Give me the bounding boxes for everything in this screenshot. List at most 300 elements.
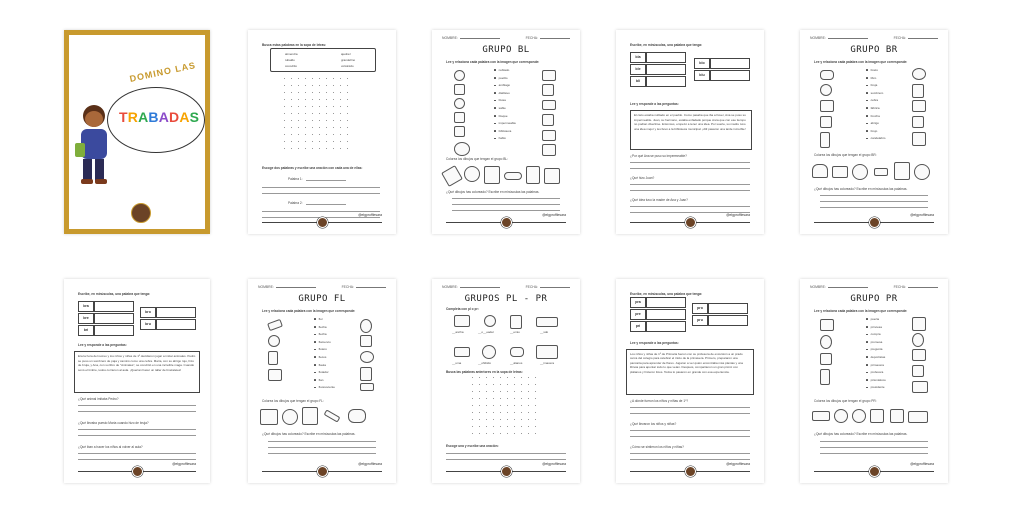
worksheet-bl-reading[interactable] <box>616 30 764 234</box>
grid-letter[interactable] <box>521 419 522 420</box>
grid-letter[interactable] <box>507 433 508 434</box>
grid-letter[interactable] <box>528 426 529 427</box>
grid-letter[interactable] <box>291 78 292 79</box>
grid-letter[interactable] <box>305 120 306 121</box>
grid-letter[interactable] <box>298 78 299 79</box>
syllable-answer-box[interactable] <box>156 307 196 318</box>
grid-letter[interactable] <box>479 426 480 427</box>
nombre-label: NOMBRE: <box>810 285 826 289</box>
syllable-label: blo <box>694 58 710 69</box>
grid-letter[interactable] <box>312 85 313 86</box>
grid-letter[interactable] <box>312 92 313 93</box>
syllable-answer-box[interactable] <box>646 52 686 63</box>
page-footer <box>630 213 750 227</box>
author-avatar <box>685 217 696 228</box>
grid-letter[interactable] <box>319 99 320 100</box>
grid-letter[interactable] <box>333 92 334 93</box>
match-word: impermeable <box>494 121 516 125</box>
grid-letter[interactable] <box>340 120 341 121</box>
grid-letter[interactable] <box>326 106 327 107</box>
grid-letter[interactable] <box>333 106 334 107</box>
coloring-pictures <box>812 160 936 182</box>
grid-letter[interactable] <box>493 412 494 413</box>
grid-letter[interactable] <box>500 419 501 420</box>
grid-letter[interactable] <box>326 92 327 93</box>
syllable-row <box>140 319 198 329</box>
palabra-1-label: Palabra 1: <box>288 177 303 181</box>
author-handle: @elgprofflesara <box>172 462 196 466</box>
syllable-answer-box[interactable] <box>710 58 750 69</box>
grid-letter[interactable] <box>305 148 306 149</box>
grid-letter[interactable] <box>319 120 320 121</box>
grid-letter[interactable] <box>514 391 515 392</box>
worksheet-grupo-br[interactable] <box>800 30 948 234</box>
match-word: brazo <box>866 68 878 72</box>
worksheet-br-reading[interactable] <box>64 279 210 483</box>
grid-letter[interactable] <box>333 148 334 149</box>
grid-letter[interactable] <box>291 141 292 142</box>
grid-letter[interactable] <box>472 405 473 406</box>
match-word: abrigo <box>866 121 879 125</box>
grid-letter[interactable] <box>493 426 494 427</box>
grid-letter[interactable] <box>521 384 522 385</box>
syllable-answer-box[interactable] <box>710 70 750 81</box>
grid-letter[interactable] <box>326 85 327 86</box>
grid-letter[interactable] <box>284 120 285 121</box>
grid-letter[interactable] <box>479 433 480 434</box>
grid-letter[interactable] <box>291 127 292 128</box>
grid-letter[interactable] <box>284 106 285 107</box>
grid-letter[interactable] <box>312 78 313 79</box>
grid-letter[interactable] <box>528 384 529 385</box>
grid-letter[interactable] <box>326 148 327 149</box>
grid-letter[interactable] <box>319 134 320 135</box>
syllable-row <box>78 325 136 335</box>
grid-letter[interactable] <box>298 99 299 100</box>
worksheet-word-search[interactable] <box>248 30 396 234</box>
fill-word[interactable]: __ohibido <box>478 361 492 365</box>
grid-letter[interactable] <box>507 391 508 392</box>
grid-letter[interactable] <box>486 405 487 406</box>
grid-letter[interactable] <box>507 398 508 399</box>
grid-letter[interactable] <box>486 377 487 378</box>
fill-word[interactable]: __sdo <box>540 330 549 334</box>
escribe-instruction: Escribe, en minúsculas, una palabra que tenga: <box>630 292 703 296</box>
grid-letter[interactable] <box>347 120 348 121</box>
grid-letter[interactable] <box>493 398 494 399</box>
match-word: pregunta <box>866 347 882 351</box>
grid-letter[interactable] <box>333 120 334 121</box>
grid-letter[interactable] <box>340 85 341 86</box>
grid-letter[interactable] <box>486 391 487 392</box>
grid-letter[interactable] <box>535 405 536 406</box>
grid-letter[interactable] <box>333 85 334 86</box>
grid-letter[interactable] <box>472 398 473 399</box>
grid-letter[interactable] <box>493 391 494 392</box>
grid-letter[interactable] <box>319 141 320 142</box>
grid-letter[interactable] <box>340 106 341 107</box>
grid-letter[interactable] <box>319 113 320 114</box>
match-word: compra <box>866 332 881 336</box>
page-footer <box>78 462 196 476</box>
grid-letter[interactable] <box>472 412 473 413</box>
grid-letter[interactable] <box>340 99 341 100</box>
grid-letter[interactable] <box>486 426 487 427</box>
match-word: flauta <box>314 363 326 367</box>
syllable-answer-box[interactable] <box>156 319 196 330</box>
fill-word[interactable]: __o__eader <box>478 330 495 334</box>
grid-letter[interactable] <box>493 405 494 406</box>
grid-letter[interactable] <box>514 426 515 427</box>
syllable-answer-box[interactable] <box>94 313 134 324</box>
grid-letter[interactable] <box>486 384 487 385</box>
grid-letter[interactable] <box>535 433 536 434</box>
grid-letter[interactable] <box>291 148 292 149</box>
grid-letter[interactable] <box>340 134 341 135</box>
grid-letter[interactable] <box>521 391 522 392</box>
match-word: flecha <box>314 325 327 329</box>
match-word: hablo <box>494 136 506 140</box>
grid-letter[interactable] <box>298 148 299 149</box>
word-item: cocodrilo <box>285 64 298 68</box>
cover-page[interactable] <box>64 30 210 234</box>
nombre-label: NOMBRE: <box>258 285 274 289</box>
syllable-row <box>692 315 750 325</box>
grid-letter[interactable] <box>333 134 334 135</box>
grid-letter[interactable] <box>347 99 348 100</box>
fill-word[interactable]: __átanos <box>510 361 523 365</box>
grid-letter[interactable] <box>514 398 515 399</box>
grid-letter[interactable] <box>333 99 334 100</box>
grid-letter[interactable] <box>472 377 473 378</box>
grid-letter[interactable] <box>284 127 285 128</box>
syllable-answer-box[interactable] <box>646 321 686 332</box>
grid-letter[interactable] <box>305 134 306 135</box>
syllable-answer-box[interactable] <box>708 303 748 314</box>
reading-text: El cielo estaba nublado en el pueblo. Como pasaba que iba a llover, Ana se puso su impermeable. Juan, su hermano, estaba enfadado porque creía que con ese tiempo no podían divertirse. Entonces, empezó a tener una idea. Por suerte, su madre tuvo una idea mejor y les llevó a la biblioteca municipal. ¡Allí pasaron una tarde increíble! <box>634 113 746 131</box>
worksheet-grupos-pl-pr[interactable] <box>432 279 580 483</box>
page-title: GRUPOS PL - PR <box>464 294 548 304</box>
match-word: promesa <box>866 340 882 344</box>
worksheet-pr-reading[interactable] <box>616 279 764 483</box>
grid-letter[interactable] <box>291 99 292 100</box>
page-footer <box>630 462 750 476</box>
grid-letter[interactable] <box>479 384 480 385</box>
fill-word[interactable]: __imavera <box>540 361 555 365</box>
grid-letter[interactable] <box>521 433 522 434</box>
grid-letter[interactable] <box>291 92 292 93</box>
grid-letter[interactable] <box>486 419 487 420</box>
grid-letter[interactable] <box>500 405 501 406</box>
grid-letter[interactable] <box>347 106 348 107</box>
author-handle: @elgprofflesara <box>542 213 566 217</box>
letter-grid <box>284 78 354 155</box>
question-2: ¿Qué llevaba puesto María cuando hizo de bruja? <box>78 421 149 425</box>
grid-letter[interactable] <box>333 141 334 142</box>
grid-letter[interactable] <box>305 92 306 93</box>
grid-letter[interactable] <box>333 78 334 79</box>
grid-letter[interactable] <box>514 405 515 406</box>
grid-letter[interactable] <box>500 433 501 434</box>
grid-letter[interactable] <box>528 405 529 406</box>
completa-instruction: Completa con pl o pr: <box>446 307 479 311</box>
match-word: flor <box>314 317 323 321</box>
grid-letter[interactable] <box>326 113 327 114</box>
syllable-answer-box[interactable] <box>646 309 686 320</box>
grid-letter[interactable] <box>284 113 285 114</box>
colorea-instruction: Colorea los dibujos que tengan el grupo BL: <box>446 157 509 161</box>
syllable-answer-box[interactable] <box>708 315 748 326</box>
grid-letter[interactable] <box>521 405 522 406</box>
grid-letter[interactable] <box>535 426 536 427</box>
grid-letter[interactable] <box>479 377 480 378</box>
grid-letter[interactable] <box>291 113 292 114</box>
grid-letter[interactable] <box>326 78 327 79</box>
syllable-label: bru <box>140 319 156 330</box>
grid-letter[interactable] <box>347 78 348 79</box>
grid-letter[interactable] <box>493 433 494 434</box>
match-word: flotero <box>314 347 327 351</box>
grid-letter[interactable] <box>479 405 480 406</box>
question-1: ¿Por qué Ana se puso su impermeable? <box>630 154 687 158</box>
grid-letter[interactable] <box>486 398 487 399</box>
grid-letter[interactable] <box>291 106 292 107</box>
grid-letter[interactable] <box>347 127 348 128</box>
grid-letter[interactable] <box>514 419 515 420</box>
grid-letter[interactable] <box>347 113 348 114</box>
syllable-label: pre <box>630 309 646 320</box>
grid-letter[interactable] <box>298 127 299 128</box>
grid-letter[interactable] <box>500 391 501 392</box>
grid-letter[interactable] <box>347 92 348 93</box>
grid-letter[interactable] <box>340 78 341 79</box>
grid-letter[interactable] <box>284 99 285 100</box>
syllable-answer-box[interactable] <box>94 325 134 336</box>
letter-grid <box>472 377 542 440</box>
word-item: ajedrez <box>341 52 351 56</box>
grid-letter[interactable] <box>312 113 313 114</box>
grid-letter[interactable] <box>340 92 341 93</box>
grid-letter[interactable] <box>312 134 313 135</box>
grid-letter[interactable] <box>507 426 508 427</box>
grid-letter[interactable] <box>305 78 306 79</box>
match-word: candelabro <box>866 136 885 140</box>
worksheet-grupo-fl[interactable] <box>248 279 396 483</box>
grid-letter[interactable] <box>528 377 529 378</box>
fecha-label: FECHA: <box>341 285 354 289</box>
grid-letter[interactable] <box>486 433 487 434</box>
cover-title-letter: T <box>119 109 128 125</box>
grid-letter[interactable] <box>347 141 348 142</box>
syllable-answer-box[interactable] <box>646 76 686 87</box>
grid-letter[interactable] <box>284 85 285 86</box>
palabra-2-label: Palabra 2: <box>288 201 303 205</box>
pictures-row-1 <box>452 313 564 329</box>
grid-letter[interactable] <box>472 384 473 385</box>
grid-letter[interactable] <box>472 419 473 420</box>
reading-text-box <box>630 110 752 150</box>
grid-letter[interactable] <box>535 377 536 378</box>
grid-letter[interactable] <box>340 148 341 149</box>
page-footer <box>262 462 382 476</box>
grid-letter[interactable] <box>340 113 341 114</box>
page-footer <box>262 213 382 227</box>
grid-letter[interactable] <box>347 148 348 149</box>
grid-letter[interactable] <box>333 127 334 128</box>
grid-letter[interactable] <box>500 412 501 413</box>
grid-letter[interactable] <box>479 398 480 399</box>
match-word: profesora <box>866 370 883 374</box>
grid-letter[interactable] <box>298 113 299 114</box>
grid-letter[interactable] <box>312 148 313 149</box>
grid-letter[interactable] <box>305 99 306 100</box>
syllable-answer-box[interactable] <box>646 297 686 308</box>
question-3: ¿Qué idea tuvo la madre de Ana y Juan? <box>630 198 688 202</box>
grid-letter[interactable] <box>312 127 313 128</box>
grid-letter[interactable] <box>528 433 529 434</box>
grid-letter[interactable] <box>521 426 522 427</box>
grid-letter[interactable] <box>291 120 292 121</box>
grid-letter[interactable] <box>535 398 536 399</box>
grid-letter[interactable] <box>528 391 529 392</box>
grid-letter[interactable] <box>284 148 285 149</box>
grid-letter[interactable] <box>319 85 320 86</box>
grid-letter[interactable] <box>298 92 299 93</box>
grid-letter[interactable] <box>514 384 515 385</box>
worksheet-grupo-pr[interactable] <box>800 279 948 483</box>
grid-letter[interactable] <box>507 405 508 406</box>
grid-letter[interactable] <box>528 412 529 413</box>
grid-letter[interactable] <box>319 148 320 149</box>
grid-letter[interactable] <box>284 141 285 142</box>
grid-letter[interactable] <box>500 398 501 399</box>
grid-letter[interactable] <box>319 127 320 128</box>
grid-letter[interactable] <box>312 141 313 142</box>
grid-letter[interactable] <box>500 426 501 427</box>
grid-letter[interactable] <box>319 78 320 79</box>
grid-letter[interactable] <box>305 127 306 128</box>
grid-letter[interactable] <box>514 377 515 378</box>
grid-letter[interactable] <box>493 377 494 378</box>
grid-letter[interactable] <box>312 120 313 121</box>
grid-letter[interactable] <box>326 141 327 142</box>
grid-letter[interactable] <box>298 106 299 107</box>
grid-letter[interactable] <box>305 106 306 107</box>
grid-letter[interactable] <box>319 92 320 93</box>
grid-letter[interactable] <box>312 106 313 107</box>
grid-letter[interactable] <box>305 141 306 142</box>
fill-word[interactable]: __uma <box>452 361 462 365</box>
escribe-instruction: Escribe, en minúsculas, una palabra que tenga: <box>630 43 703 47</box>
grid-letter[interactable] <box>298 120 299 121</box>
escribe-instruction: Escribe, en minúsculas, una palabra que tenga: <box>78 292 151 296</box>
grid-letter[interactable] <box>284 134 285 135</box>
match-word: pueblo <box>494 76 508 80</box>
grid-letter[interactable] <box>319 106 320 107</box>
grid-letter[interactable] <box>507 377 508 378</box>
grid-letter[interactable] <box>479 412 480 413</box>
grid-letter[interactable] <box>326 127 327 128</box>
grid-letter[interactable] <box>291 85 292 86</box>
grid-letter[interactable] <box>493 384 494 385</box>
grid-letter[interactable] <box>326 134 327 135</box>
grid-letter[interactable] <box>479 391 480 392</box>
grid-letter[interactable] <box>528 398 529 399</box>
grid-letter[interactable] <box>312 99 313 100</box>
syllable-label: bro <box>140 307 156 318</box>
grid-letter[interactable] <box>340 127 341 128</box>
grid-letter[interactable] <box>472 426 473 427</box>
grid-letter[interactable] <box>535 384 536 385</box>
grid-letter[interactable] <box>507 419 508 420</box>
grid-letter[interactable] <box>291 134 292 135</box>
grid-letter[interactable] <box>535 412 536 413</box>
grid-letter[interactable] <box>500 377 501 378</box>
nombre-label: NOMBRE: <box>442 285 458 289</box>
match-word: flamenco <box>314 340 331 344</box>
cover-title-top: DOMINO LAS <box>128 60 197 84</box>
que-instruction: ¿Qué dibujos has coloreado? Escribe en minúsculas las palabras. <box>814 187 908 191</box>
worksheet-grupo-bl[interactable] <box>432 30 580 234</box>
grid-letter[interactable] <box>333 113 334 114</box>
grid-letter[interactable] <box>535 391 536 392</box>
match-word: libro <box>866 76 876 80</box>
grid-letter[interactable] <box>298 141 299 142</box>
grid-letter[interactable] <box>500 384 501 385</box>
grid-letter[interactable] <box>514 433 515 434</box>
fill-word[interactable]: __ancha <box>452 330 464 334</box>
grid-letter[interactable] <box>514 412 515 413</box>
busca-instruction: Busca estas palabras en la sopa de letras: <box>262 43 327 47</box>
syllable-label: bri <box>78 325 94 336</box>
page-footer <box>814 462 934 476</box>
grid-letter[interactable] <box>521 398 522 399</box>
grid-letter[interactable] <box>284 78 285 79</box>
grid-letter[interactable] <box>535 419 536 420</box>
grid-letter[interactable] <box>347 85 348 86</box>
grid-letter[interactable] <box>486 412 487 413</box>
grid-letter[interactable] <box>472 433 473 434</box>
grid-letter[interactable] <box>305 113 306 114</box>
syllable-answer-box[interactable] <box>646 64 686 75</box>
grid-letter[interactable] <box>521 412 522 413</box>
grid-letter[interactable] <box>340 141 341 142</box>
grid-letter[interactable] <box>284 92 285 93</box>
grid-letter[interactable] <box>298 85 299 86</box>
grid-letter[interactable] <box>305 85 306 86</box>
grid-letter[interactable] <box>493 419 494 420</box>
grid-letter[interactable] <box>507 412 508 413</box>
grid-letter[interactable] <box>479 419 480 420</box>
fill-word[interactable]: __emio <box>510 330 520 334</box>
author-handle: @elgprofflesara <box>726 213 750 217</box>
grid-letter[interactable] <box>298 134 299 135</box>
grid-letter[interactable] <box>472 391 473 392</box>
syllable-answer-box[interactable] <box>94 301 134 312</box>
syllable-row <box>694 70 752 80</box>
fecha-label: FECHA: <box>893 285 906 289</box>
grid-letter[interactable] <box>326 99 327 100</box>
lee-instruction: Lee y relaciona cada palabra con la imagen que corresponde: <box>446 60 540 64</box>
lee-instruction: Lee y responde a las preguntas: <box>630 102 679 106</box>
grid-letter[interactable] <box>347 134 348 135</box>
cover-title-letter: B <box>148 109 159 125</box>
grid-letter[interactable] <box>521 377 522 378</box>
grid-letter[interactable] <box>528 419 529 420</box>
grid-letter[interactable] <box>507 384 508 385</box>
grid-letter[interactable] <box>326 120 327 121</box>
match-word: flecha <box>314 332 327 336</box>
